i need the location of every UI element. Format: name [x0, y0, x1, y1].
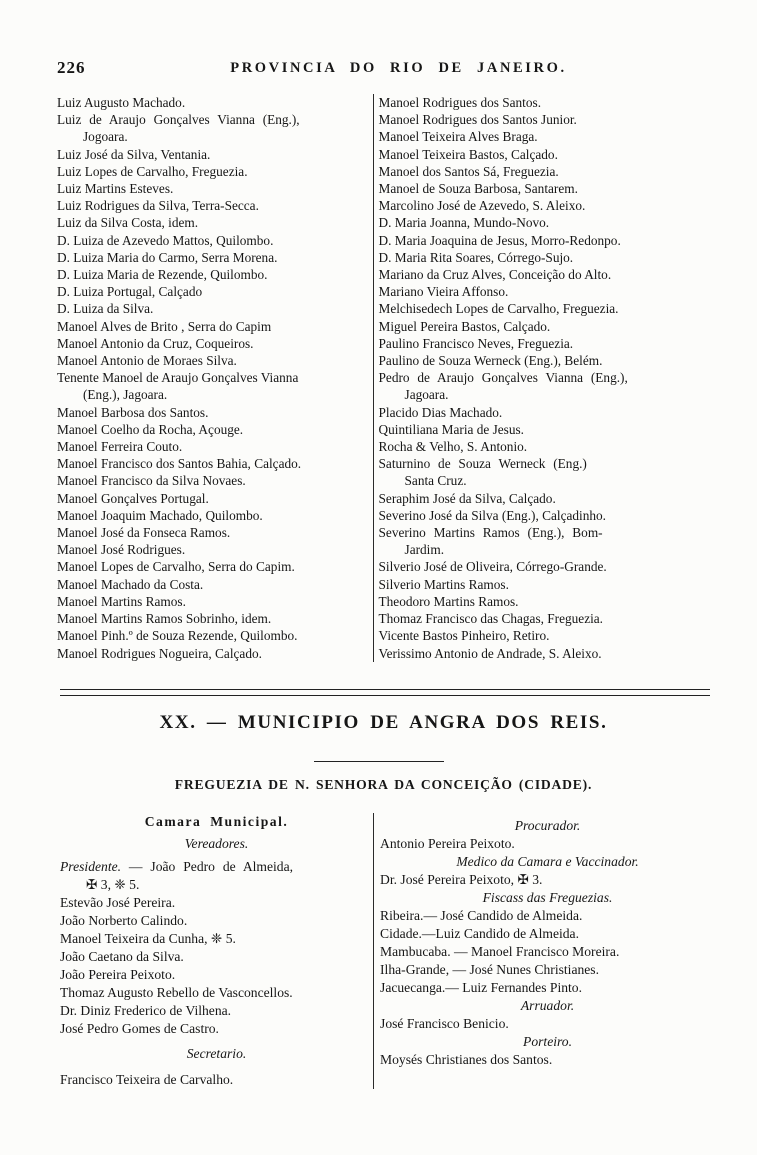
list-item: [380, 1033, 715, 1051]
list-item: [57, 163, 373, 180]
list-item-text: Theodoro Martins Ramos.: [378, 593, 519, 609]
list-item-text: Arruador.: [520, 998, 575, 1013]
officials-section: [60, 813, 715, 1089]
list-item-text: Dr. Diniz Frederico de Vilhena.: [60, 1003, 232, 1018]
list-item-text: João Norberto Calindo.: [60, 913, 188, 928]
list-item-text: Jacuecanga.— Luiz Fernandes Pinto.: [380, 980, 582, 995]
list-item: [379, 576, 713, 593]
list-item-text: Manoel Antonio da Cruz, Coqueiros.: [57, 335, 254, 351]
list-item: [60, 1071, 373, 1089]
section-title: XX. — MUNICIPIO DE ANGRA DOS REIS.: [159, 712, 608, 733]
list-item-text: (Eng.), Jagoara.: [83, 387, 168, 403]
list-item: [57, 524, 373, 541]
double-rule-divider: [60, 689, 710, 696]
list-item: [60, 1002, 373, 1020]
page-header: [57, 58, 710, 82]
list-item-text: Manoel Antonio de Moraes Silva.: [57, 353, 237, 369]
list-item: [60, 948, 373, 966]
list-item: [380, 961, 715, 979]
list-item: [57, 610, 373, 627]
list-item-text: D. Luiza Maria de Rezende, Quilombo.: [57, 267, 268, 283]
list-item: [57, 421, 373, 438]
list-item: [57, 627, 373, 644]
list-item-text: Luiz de Araujo Gonçalves Vianna (Eng.),: [57, 112, 300, 128]
list-item-text: Manoel Rodrigues Nogueira, Calçado.: [57, 645, 262, 661]
list-item: [379, 627, 713, 644]
list-item-text: Luiz Rodrigues da Silva, Terra-Secca.: [57, 198, 259, 214]
list-item-text: João Caetano da Silva.: [60, 949, 184, 964]
list-item: [57, 472, 373, 489]
list-item: [60, 876, 373, 894]
list-item-text: Jagoara.: [404, 387, 449, 403]
list-item-text: Thomaz Francisco das Chagas, Freguezia.: [378, 611, 604, 627]
list-item: [379, 472, 713, 489]
list-item: [379, 541, 713, 558]
list-item: [380, 925, 715, 943]
list-item-text: Antonio Pereira Peixoto.: [380, 836, 515, 851]
officials-left-column: [60, 813, 373, 1089]
list-item: [379, 352, 713, 369]
list-item: [380, 871, 715, 889]
list-item-text: Secretario.: [186, 1046, 247, 1061]
list-item-text: Seraphim José da Silva, Calçado.: [378, 490, 556, 506]
list-item: [57, 593, 373, 610]
list-item-text: Manoel Barbosa dos Santos.: [57, 404, 209, 420]
list-item-text: Manoel dos Santos Sá, Freguezia.: [378, 163, 559, 179]
list-item-text: Severino Martins Ramos (Eng.), Bom-: [378, 525, 603, 541]
list-item-text: Luiz da Silva Costa, idem.: [57, 215, 199, 231]
list-item: [380, 997, 715, 1015]
list-item: [57, 232, 373, 249]
list-item-text: Procurador.: [514, 818, 581, 833]
list-item: [60, 813, 373, 831]
list-item-text: Luiz Lopes de Carvalho, Freguezia.: [57, 163, 248, 179]
list-item: [57, 266, 373, 283]
list-item: [57, 490, 373, 507]
name-list-left-column: [57, 94, 373, 662]
running-title: PROVINCIA DO RIO DE JANEIRO.: [230, 60, 567, 76]
list-item: [379, 421, 713, 438]
list-item: [379, 300, 713, 317]
list-item-text: Medico da Camara e Vaccinador.: [456, 854, 639, 869]
list-item: [60, 1045, 373, 1063]
list-item-text: Ilha-Grande, — José Nunes Christianes.: [380, 962, 599, 977]
list-item: [57, 111, 373, 128]
list-item-text: Mariano Vieira Affonso.: [378, 284, 509, 300]
list-item: [60, 912, 373, 930]
list-item: [60, 1020, 373, 1038]
list-item-text: Silverio José de Oliveira, Córrego-Grande.: [378, 559, 607, 575]
list-item-text: Manoel Martins Ramos Sobrinho, idem.: [57, 611, 272, 627]
list-item: [379, 214, 713, 231]
list-item-text: Severino José da Silva (Eng.), Calçadinho.: [378, 507, 606, 523]
section-subtitle: FREGUEZIA DE N. SENHORA DA CONCEIÇÃO (CIDADE).: [174, 777, 593, 792]
list-item-text: Manoel Rodrigues dos Santos.: [378, 95, 542, 110]
list-item-text: Camara Municipal.: [144, 814, 289, 829]
name-list-right-column: [373, 94, 713, 662]
list-item: [380, 817, 715, 835]
list-item: [57, 335, 373, 352]
list-item: [379, 146, 713, 163]
list-item: [379, 386, 713, 403]
list-item: [60, 930, 373, 948]
list-item: [57, 541, 373, 558]
list-item: [379, 266, 713, 283]
list-item: [57, 146, 373, 163]
list-item: [57, 300, 373, 317]
list-item: [380, 853, 715, 871]
list-item-text: João Pereira Peixoto.: [60, 967, 176, 982]
list-item-text: Manoel Gonçalves Portugal.: [57, 490, 209, 506]
list-item-text: Porteiro.: [523, 1034, 572, 1049]
list-item-text: José Pedro Gomes de Castro.: [60, 1021, 219, 1036]
list-item-text: Manoel Pinh.º de Souza Rezende, Quilombo.: [57, 628, 298, 644]
list-item: [60, 858, 373, 876]
list-item-text: Manoel Francisco da Silva Novaes.: [57, 473, 246, 489]
list-item-text: Ribeira.— José Candido de Almeida.: [380, 908, 583, 923]
list-item-text: Luiz Martins Esteves.: [57, 181, 174, 197]
list-item: [57, 455, 373, 472]
list-item: [57, 197, 373, 214]
list-item-text: D. Luiza da Silva.: [57, 301, 154, 317]
list-item-text: Fiscass das Freguezias.: [482, 890, 613, 905]
list-item: [379, 455, 713, 472]
list-item: [57, 386, 373, 403]
list-item-text: Cidade.—Luiz Candido de Almeida.: [380, 926, 579, 941]
list-item-text: Manoel Francisco dos Santos Bahia, Calçado.: [57, 456, 302, 472]
list-item: [379, 524, 713, 541]
list-item: [379, 404, 713, 421]
list-item: [379, 283, 713, 300]
list-item-text: Pedro de Araujo Gonçalves Vianna (Eng.),: [378, 370, 628, 386]
list-item: [380, 979, 715, 997]
list-item: [379, 490, 713, 507]
list-item-text: D. Maria Joanna, Mundo-Novo.: [378, 215, 550, 231]
list-item: [380, 1015, 715, 1033]
list-item-text: Thomaz Augusto Rebello de Vasconcellos.: [60, 985, 293, 1000]
short-rule-divider: [314, 761, 444, 762]
list-item: [60, 966, 373, 984]
list-item: [57, 128, 373, 145]
list-item: [57, 507, 373, 524]
list-item-text: Luiz José da Silva, Ventania.: [57, 146, 211, 162]
list-item: [380, 943, 715, 961]
list-item-text: Tenente Manoel de Araujo Gonçalves Vianna: [57, 370, 299, 386]
name-list-section: [57, 94, 713, 662]
list-item: [379, 610, 713, 627]
list-item: [380, 907, 715, 925]
list-item: [57, 283, 373, 300]
list-item: [57, 249, 373, 266]
list-item: [380, 835, 715, 853]
list-item-text: Mambucaba. — Manoel Francisco Moreira.: [380, 944, 620, 959]
list-item-text: Francisco Teixeira de Carvalho.: [60, 1072, 234, 1087]
list-item: [57, 180, 373, 197]
list-item-text: D. Luiza Portugal, Calçado: [57, 284, 203, 300]
list-item: [379, 197, 713, 214]
list-item-text: José Francisco Benicio.: [380, 1016, 509, 1031]
list-item: [379, 249, 713, 266]
list-item-text: Rocha & Velho, S. Antonio.: [378, 439, 528, 455]
list-item-text: Manoel Teixeira Bastos, Calçado.: [378, 146, 558, 162]
list-item-text: Silverio Martins Ramos.: [378, 576, 509, 592]
list-item-text: Melchisedech Lopes de Carvalho, Freguezia.: [378, 301, 619, 317]
list-item-text: Manoel Ferreira Couto.: [57, 439, 183, 455]
list-item: [57, 352, 373, 369]
list-item: [379, 507, 713, 524]
list-item-text: Miguel Pereira Bastos, Calçado.: [378, 318, 551, 334]
list-item-text: Manoel Teixeira Alves Braga.: [378, 129, 538, 145]
list-item-text: Vereadores.: [184, 836, 249, 851]
list-item-text: Manoel Alves de Brito , Serra do Capim: [57, 318, 272, 334]
list-item-text: Paulino Francisco Neves, Freguezia.: [378, 335, 574, 351]
list-item-text: Manoel Machado da Costa.: [57, 576, 204, 592]
list-item-text: Manoel José da Fonseca Ramos.: [57, 525, 231, 541]
list-item-text: Quintiliana Maria de Jesus.: [378, 421, 525, 437]
list-item: [379, 180, 713, 197]
list-item-text: Mariano da Cruz Alves, Conceição do Alto.: [378, 267, 612, 283]
list-item-text: Marcolino José de Azevedo, S. Aleixo.: [378, 198, 586, 214]
officials-right-column: [373, 813, 715, 1089]
list-item: [379, 163, 713, 180]
list-item: [57, 558, 373, 575]
list-item: [60, 984, 373, 1002]
list-item-text: Manoel Coelho da Rocha, Açouge.: [57, 421, 244, 437]
list-item: [60, 894, 373, 912]
list-item: [379, 335, 713, 352]
list-item-text: — João Pedro de Almeida,: [121, 859, 294, 874]
list-item: [379, 232, 713, 249]
list-item: [379, 318, 713, 335]
list-item-text: Paulino de Souza Werneck (Eng.), Belém.: [378, 353, 603, 369]
list-item: [379, 558, 713, 575]
list-item-text: D. Maria Rita Soares, Córrego-Sujo.: [378, 249, 574, 265]
list-item-text: Verissimo Antonio de Andrade, S. Aleixo.: [378, 645, 602, 661]
list-item: [380, 1051, 715, 1069]
list-item: [57, 214, 373, 231]
list-item: [379, 94, 713, 111]
list-item: [379, 369, 713, 386]
list-item-text: Manoel Joaquim Machado, Quilombo.: [57, 507, 263, 523]
list-item-text: Placido Dias Machado.: [378, 404, 503, 420]
list-item-text: ✠ 3, ❈ 5.: [86, 877, 140, 892]
list-item: [57, 645, 373, 662]
list-item: [380, 889, 715, 907]
list-item-text: Manoel Martins Ramos.: [57, 593, 186, 609]
list-item-text: Manoel Teixeira da Cunha, ❈ 5.: [60, 931, 236, 946]
list-item: [379, 111, 713, 128]
list-item-text: Estevão José Pereira.: [60, 895, 176, 910]
list-item: [57, 404, 373, 421]
list-item: [57, 369, 373, 386]
list-item-text: D. Luiza de Azevedo Mattos, Quilombo.: [57, 232, 274, 248]
page-number: 226: [57, 58, 86, 77]
list-item-text: Manoel Lopes de Carvalho, Serra do Capim.: [57, 559, 295, 575]
list-item-text: Saturnino de Souza Werneck (Eng.): [378, 456, 587, 472]
list-item-text: Jogoara.: [83, 129, 128, 145]
list-item-text: Santa Cruz.: [404, 473, 467, 489]
list-item-text: Moysés Christianes dos Santos.: [380, 1052, 553, 1067]
list-item: [379, 593, 713, 610]
list-item: [379, 128, 713, 145]
list-item-text: Manoel Rodrigues dos Santos Junior.: [378, 112, 577, 128]
list-item: [60, 835, 373, 853]
list-item-text: Luiz Augusto Machado.: [57, 95, 186, 110]
list-item: [379, 438, 713, 455]
list-item-text: Manoel de Souza Barbosa, Santarem.: [378, 181, 578, 197]
list-item-italic: Presidente.: [60, 859, 122, 874]
list-item-text: D. Luiza Maria do Carmo, Serra Morena.: [57, 249, 278, 265]
list-item: [57, 576, 373, 593]
list-item-text: D. Maria Joaquina de Jesus, Morro-Redonpo.: [378, 232, 621, 248]
list-item: [379, 645, 713, 662]
list-item-text: Manoel José Rodrigues.: [57, 542, 186, 558]
list-item: [57, 438, 373, 455]
list-item: [57, 318, 373, 335]
list-item-text: Vicente Bastos Pinheiro, Retiro.: [378, 628, 550, 644]
list-item: [57, 94, 373, 111]
list-item-text: Dr. José Pereira Peixoto, ✠ 3.: [380, 872, 543, 887]
list-item-text: Jardim.: [404, 542, 445, 558]
